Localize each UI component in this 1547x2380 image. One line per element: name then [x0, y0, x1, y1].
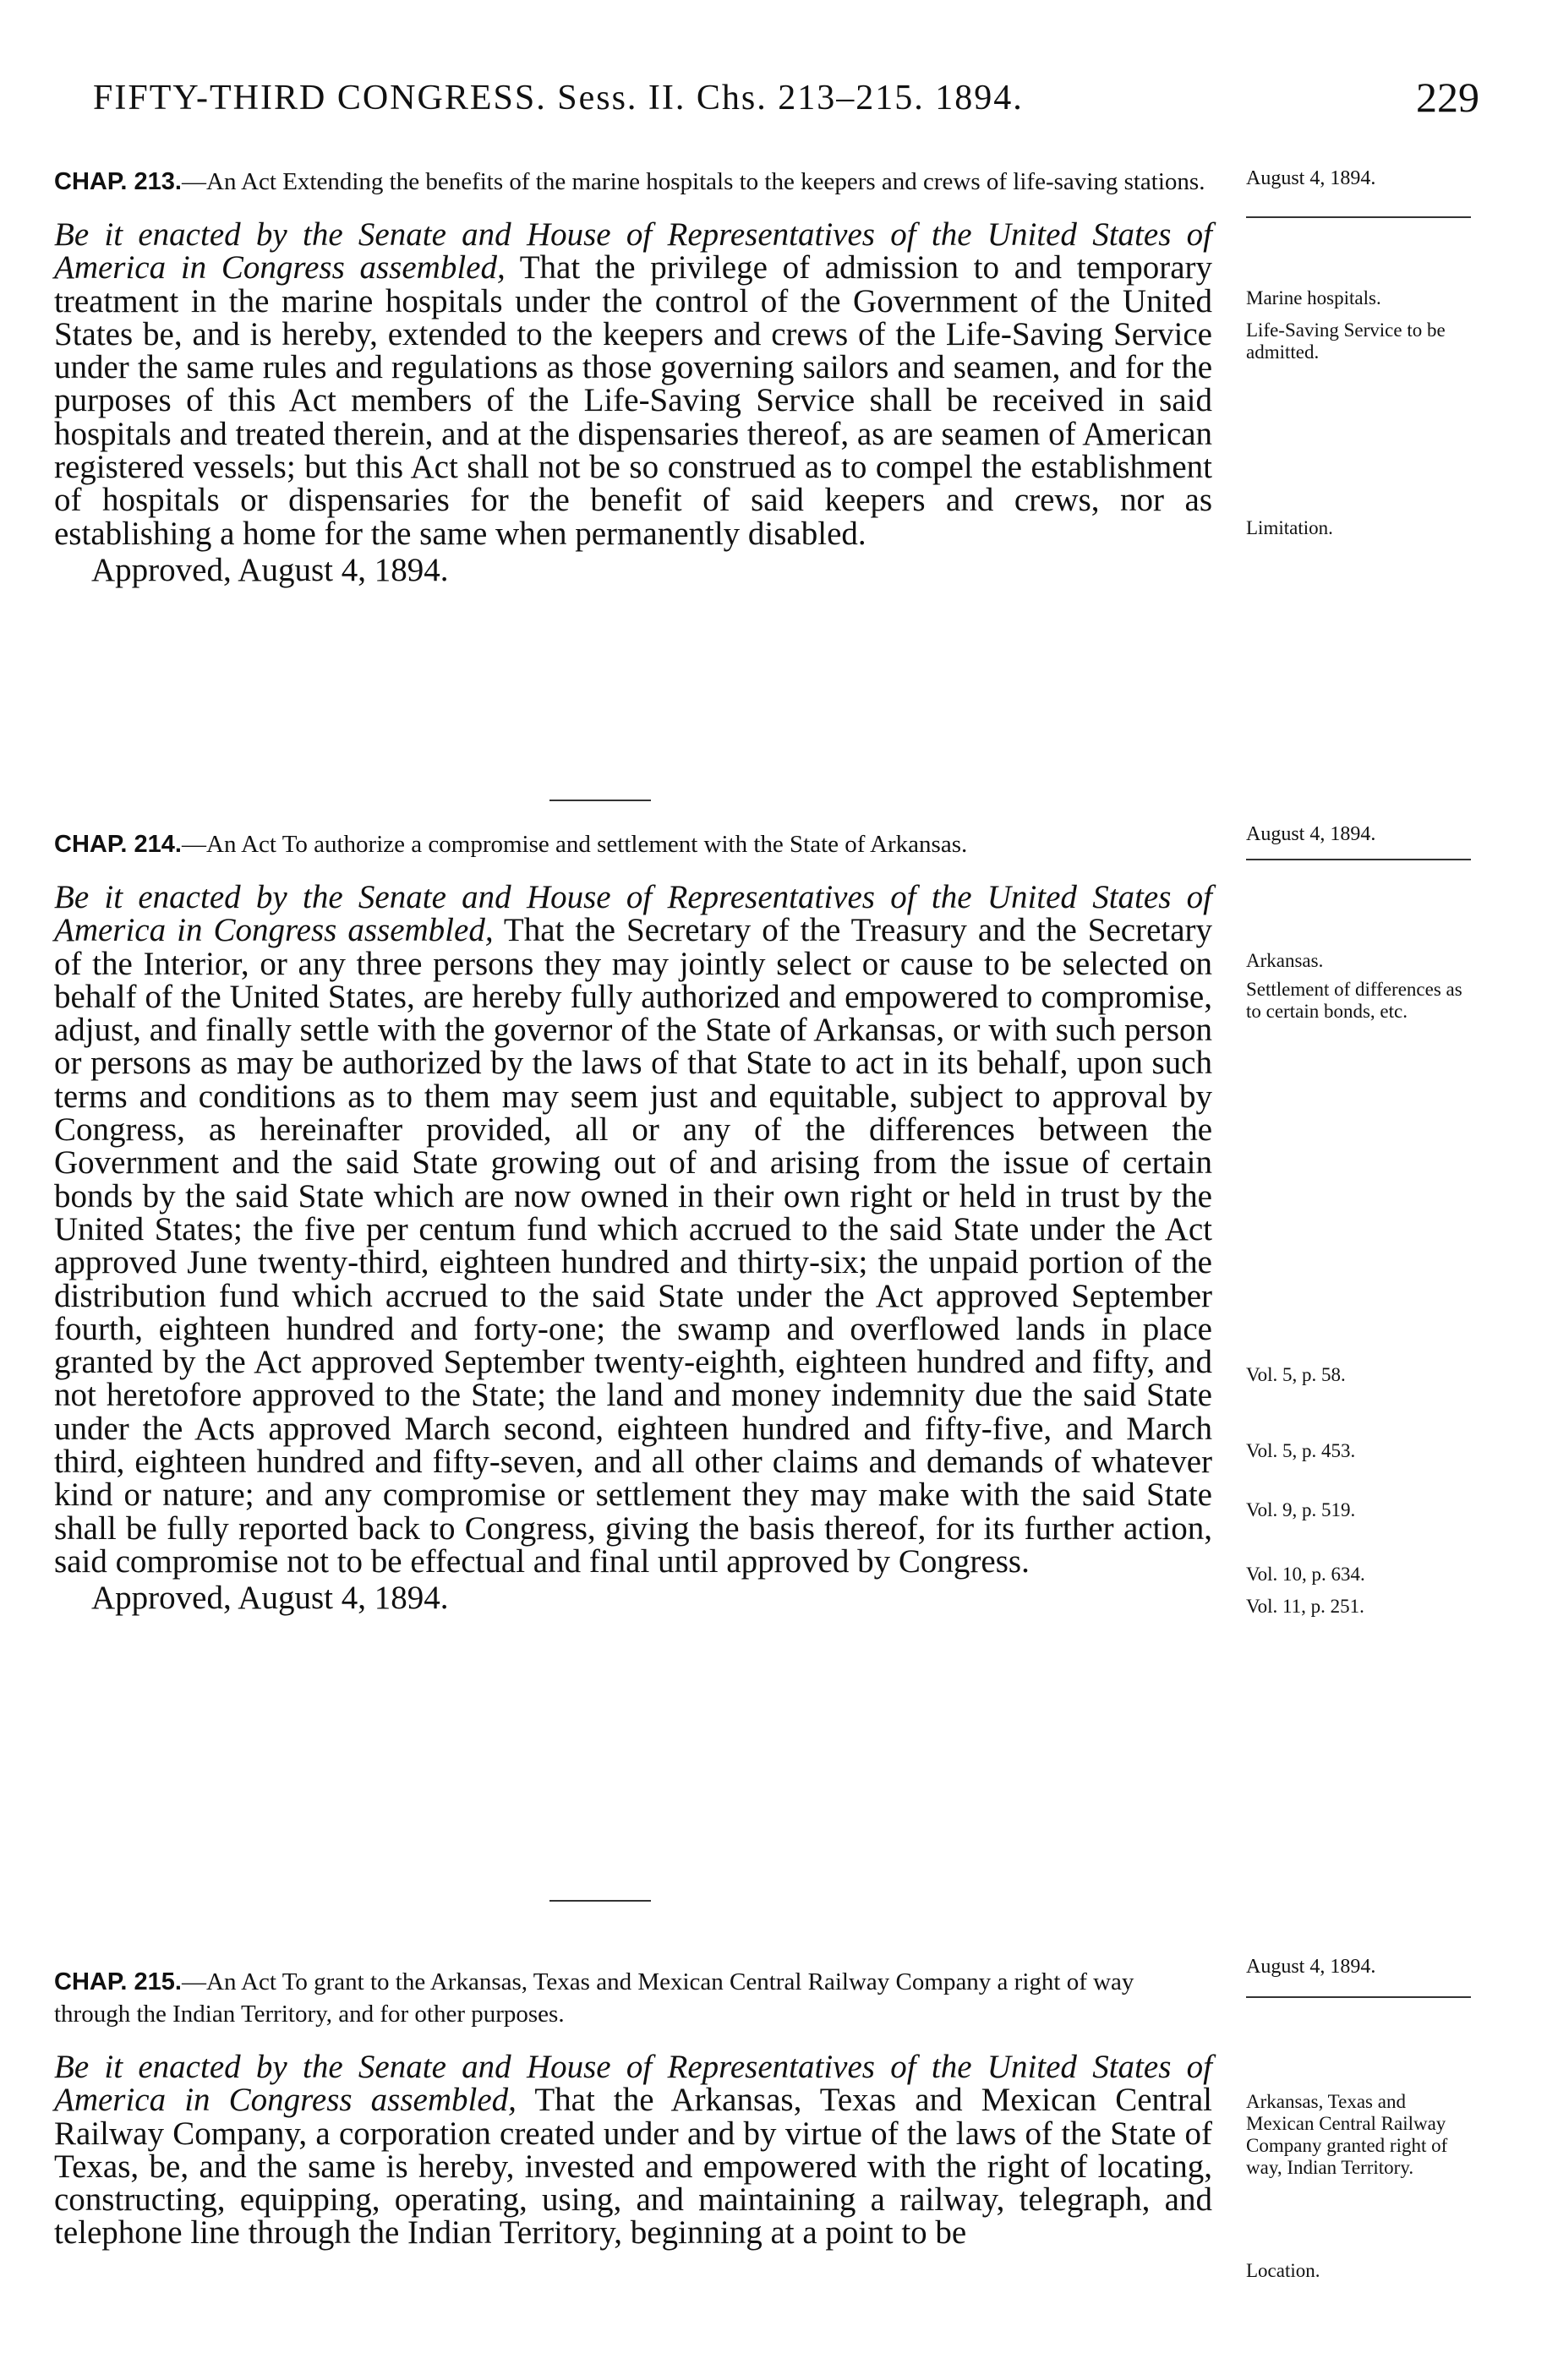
chapter-title — [54, 166, 1212, 198]
margin-note: Location. — [1246, 2260, 1320, 2281]
margin-note: Marine hospitals. — [1246, 287, 1381, 308]
margin-note: Vol. 10, p. 634. — [1246, 1564, 1365, 1585]
date-rule — [1246, 1996, 1471, 1998]
margin-note: Vol. 9, p. 519. — [1246, 1499, 1356, 1520]
chapter-body — [54, 218, 1212, 550]
chapter-body — [54, 881, 1212, 1578]
enacting-clause: Be it enacted by the Senate and House of Representatives of the United States of America in Congress assembled, — [54, 2049, 1212, 2119]
chapter-title-text: —An Act To authorize a compromise and settlement with the State of Arkansas. — [182, 831, 968, 858]
enacting-clause: Be it enacted by the Senate and House of Representatives of the United States of America in Congress assembled, — [54, 216, 1212, 287]
margin-note: Vol. 5, p. 58. — [1246, 1364, 1346, 1385]
margin-note: Life-Saving Service to be admitted. — [1246, 319, 1446, 363]
enacting-clause: Be it enacted by the Senate and House of Representatives of the United States of America in Congress assembled, — [54, 879, 1212, 949]
margin-note: Vol. 11, p. 251. — [1246, 1596, 1364, 1617]
chapter-title — [54, 828, 1212, 860]
chapter-214-date: August 4, 1894. — [1246, 823, 1376, 845]
date-rule — [1246, 859, 1471, 860]
chapter-215 — [54, 1966, 1212, 2250]
margin-note: Vol. 5, p. 453. — [1246, 1440, 1356, 1461]
approval-line: Approved, August 4, 1894. — [91, 551, 449, 588]
margin-note: Arkansas, Texas and Mexican Central Railway Company granted right of way, Indian Territory. — [1246, 2091, 1448, 2178]
chapter-215-date: August 4, 1894. — [1246, 1956, 1376, 1978]
chapter-label: CHAP. 213. — [54, 168, 182, 195]
approval-line: Approved, August 4, 1894. — [91, 1580, 449, 1617]
chapter-title — [54, 1966, 1212, 2030]
chapter-213 — [54, 166, 1212, 587]
chapter-body — [54, 2050, 1212, 2250]
chapter-separator — [549, 1900, 651, 1902]
margin-note: Settlement of differences as to certain bonds, etc. — [1246, 979, 1462, 1022]
chapter-214 — [54, 828, 1212, 1615]
page-number: 229 — [1416, 74, 1479, 121]
date-rule — [1246, 216, 1471, 218]
margin-note: Arkansas. — [1246, 950, 1324, 971]
body-text: That the Arkansas, Texas and Mexican Central Railway Company, a corporation created under and by virtue of the laws of the State of Texas, be, and the same is hereby, invested and empowered with the right of locating, constructing, equipping, operating, using, and maintaining a railway, telegraph, and telephone line through the Indian Territory, beginning at a point to be — [54, 2082, 1213, 2252]
chapter-213-date: August 4, 1894. — [1246, 167, 1376, 189]
body-text: That the Secretary of the Treasury and the Secretary of the Interior, or any three persons they may jointly select or cause to be selected on behalf of the United States, are hereby fully authorized and empowered to compromise, adjust, and finally settle with the governor of the State of Arkansas, or with such person or persons as may be authorized by the laws of that State to act in its behalf, upon such terms and conditions as to them may seem just and equitable, subject to approval by Congress, as hereinafter provided, all or any of the differences between the Government and the said State growing out of and arising from the issue of certain bonds by the said State which are now owned in their own right or held in trust by the United States; the five per centum fund which accrued to the said State under the Act approved June twenty-third, eighteen hundred and thirty-six; the unpaid portion of the distribution fund which accrued to the said State under the Act approved September fourth, eighteen hundred and forty-one; the swamp and overflowed lands in place granted by the Act approved September twenty-eighth, eighteen hundred and fifty, and not heretofore approved to the State; the land and money indemnity due the said State under the Acts approved March second, eighteen hundred and fifty-five, and March third, eighteen hundred and fifty-seven, and all other claims and demands of whatever kind or nature; and any compromise or settlement they may make with the said State shall be fully reported back to Congress, giving the basis thereof, for its further action, said compromise not to be effectual and final until approved by Congress. — [54, 912, 1213, 1580]
margin-note: Limitation. — [1246, 517, 1333, 538]
chapter-separator — [549, 800, 651, 801]
chapter-label: CHAP. 215. — [54, 1968, 182, 1995]
chapter-title-text: —An Act Extending the benefits of the marine hospitals to the keepers and crews of life-saving stations. — [182, 168, 1205, 195]
chapter-label: CHAP. 214. — [54, 831, 182, 858]
running-head: FIFTY-THIRD CONGRESS. Sess. II. Chs. 213–215. 1894. — [93, 79, 1024, 117]
chapter-title-text: —An Act To grant to the Arkansas, Texas and Mexican Central Railway Company a right of way through the Indian Territory, and for other purposes. — [54, 1968, 1134, 2028]
body-text: That the privilege of admission to and temporary treatment in the marine hospitals under the control of the Government of the United States be, and is hereby, extended to the keepers and crews of the Life-Saving Service under the same rules and regulations as those governing sailors and seamen, and for the purposes of this Act members of the Life-Saving Service shall be received in said hospitals and treated therein, and at the dispensaries thereof, as are seamen of American registered vessels; but this Act shall not be so construed as to compel the establishment of hospitals or dispensaries for the benefit of said keepers and crews, nor as establishing a home for the same when permanently disabled. — [54, 249, 1213, 552]
page-header — [93, 74, 1479, 137]
